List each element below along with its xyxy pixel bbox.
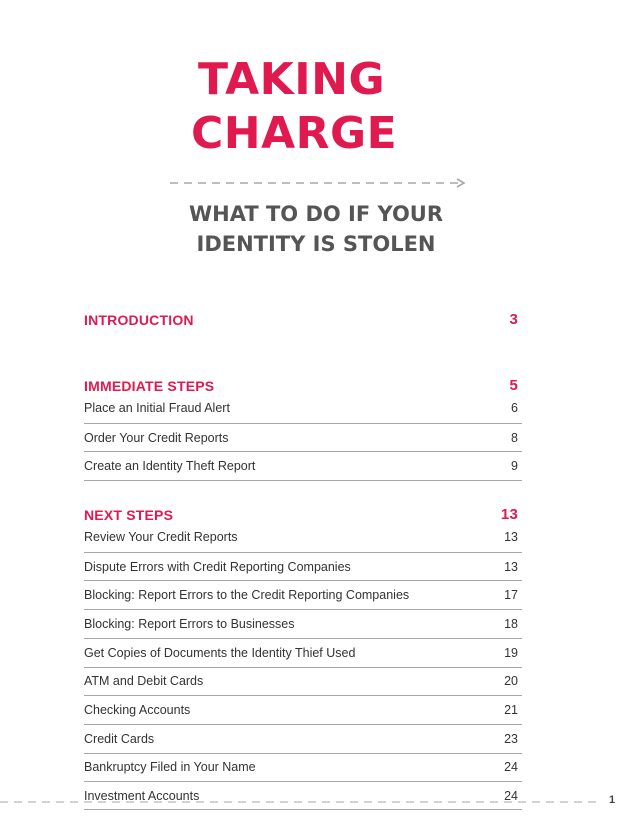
toc-entry-label: Checking Accounts	[84, 703, 191, 718]
toc-section-label: INTRODUCTION	[84, 312, 194, 328]
toc-entry[interactable]	[84, 667, 522, 696]
toc-entry-label: Blocking: Report Errors to the Credit Reporting Companies	[84, 588, 410, 603]
toc-entry[interactable]	[84, 552, 522, 581]
toc-entry-page: 21	[504, 703, 518, 718]
subtitle-line-2: IDENTITY IS STOLEN	[196, 232, 436, 256]
dashed-arrow-divider	[170, 176, 470, 190]
toc-entry-label: ATM and Debit Cards	[84, 674, 204, 689]
toc-entry[interactable]	[84, 451, 522, 480]
toc-section-immediate-steps[interactable]	[84, 362, 522, 394]
footer-dashed-rule	[0, 800, 600, 804]
toc-entry-page: 13	[504, 559, 518, 574]
toc-entry-page: 24	[504, 788, 518, 803]
toc-entry[interactable]	[84, 724, 522, 753]
toc-entry-page: 13	[504, 530, 518, 545]
subtitle-line-1: WHAT TO DO IF YOUR	[188, 202, 444, 226]
toc-entry-page: 18	[504, 616, 518, 631]
toc-entry[interactable]	[84, 423, 522, 452]
title-line-2: CHARGE	[191, 108, 398, 159]
toc-entry[interactable]	[84, 781, 522, 810]
toc-section-next-steps[interactable]	[84, 480, 522, 523]
toc-entry[interactable]	[84, 609, 522, 638]
toc-section-label: NEXT STEPS	[84, 507, 174, 524]
toc-entry-label: Create an Identity Theft Report	[84, 459, 256, 474]
toc-entry[interactable]	[84, 394, 522, 423]
toc-entry-page: 9	[511, 459, 518, 474]
toc-entry-page: 20	[504, 674, 518, 689]
toc-entry[interactable]	[84, 523, 522, 552]
toc-entry-label: Bankruptcy Filed in Your Name	[84, 760, 256, 775]
toc-entry-page: 6	[511, 401, 518, 416]
toc-section-page: 5	[509, 377, 518, 394]
toc-entry[interactable]	[84, 638, 522, 667]
toc-entry-label: Dispute Errors with Credit Reporting Companies	[84, 559, 351, 574]
toc-entry-page: 8	[511, 430, 518, 445]
toc-entry-page: 17	[504, 588, 518, 603]
toc-entry[interactable]	[84, 753, 522, 782]
toc-section-introduction[interactable]	[84, 300, 522, 328]
toc-entry-page: 24	[504, 760, 518, 775]
toc-section-page: 13	[500, 506, 518, 524]
toc-entry-label: Investment Accounts	[84, 788, 200, 803]
toc-entry-label: Blocking: Report Errors to Businesses	[84, 616, 295, 631]
toc-entry-label: Get Copies of Documents the Identity Thief Used	[84, 645, 356, 660]
table-of-contents	[84, 300, 522, 810]
title-line-1: TAKING	[198, 54, 386, 105]
toc-entry-page: 19	[504, 645, 518, 660]
toc-entry-label: Review Your Credit Reports	[84, 530, 238, 545]
toc-entry-label: Credit Cards	[84, 731, 155, 746]
toc-entry-label: Order Your Credit Reports	[84, 430, 229, 445]
toc-section-page: 3	[509, 311, 518, 328]
toc-entry-label: Place an Initial Fraud Alert	[84, 401, 230, 416]
toc-entry[interactable]	[84, 580, 522, 609]
toc-entry[interactable]	[84, 695, 522, 724]
toc-section-label: IMMEDIATE STEPS	[84, 378, 215, 394]
toc-entry-page: 23	[504, 731, 518, 746]
page-number: 1	[609, 794, 616, 806]
